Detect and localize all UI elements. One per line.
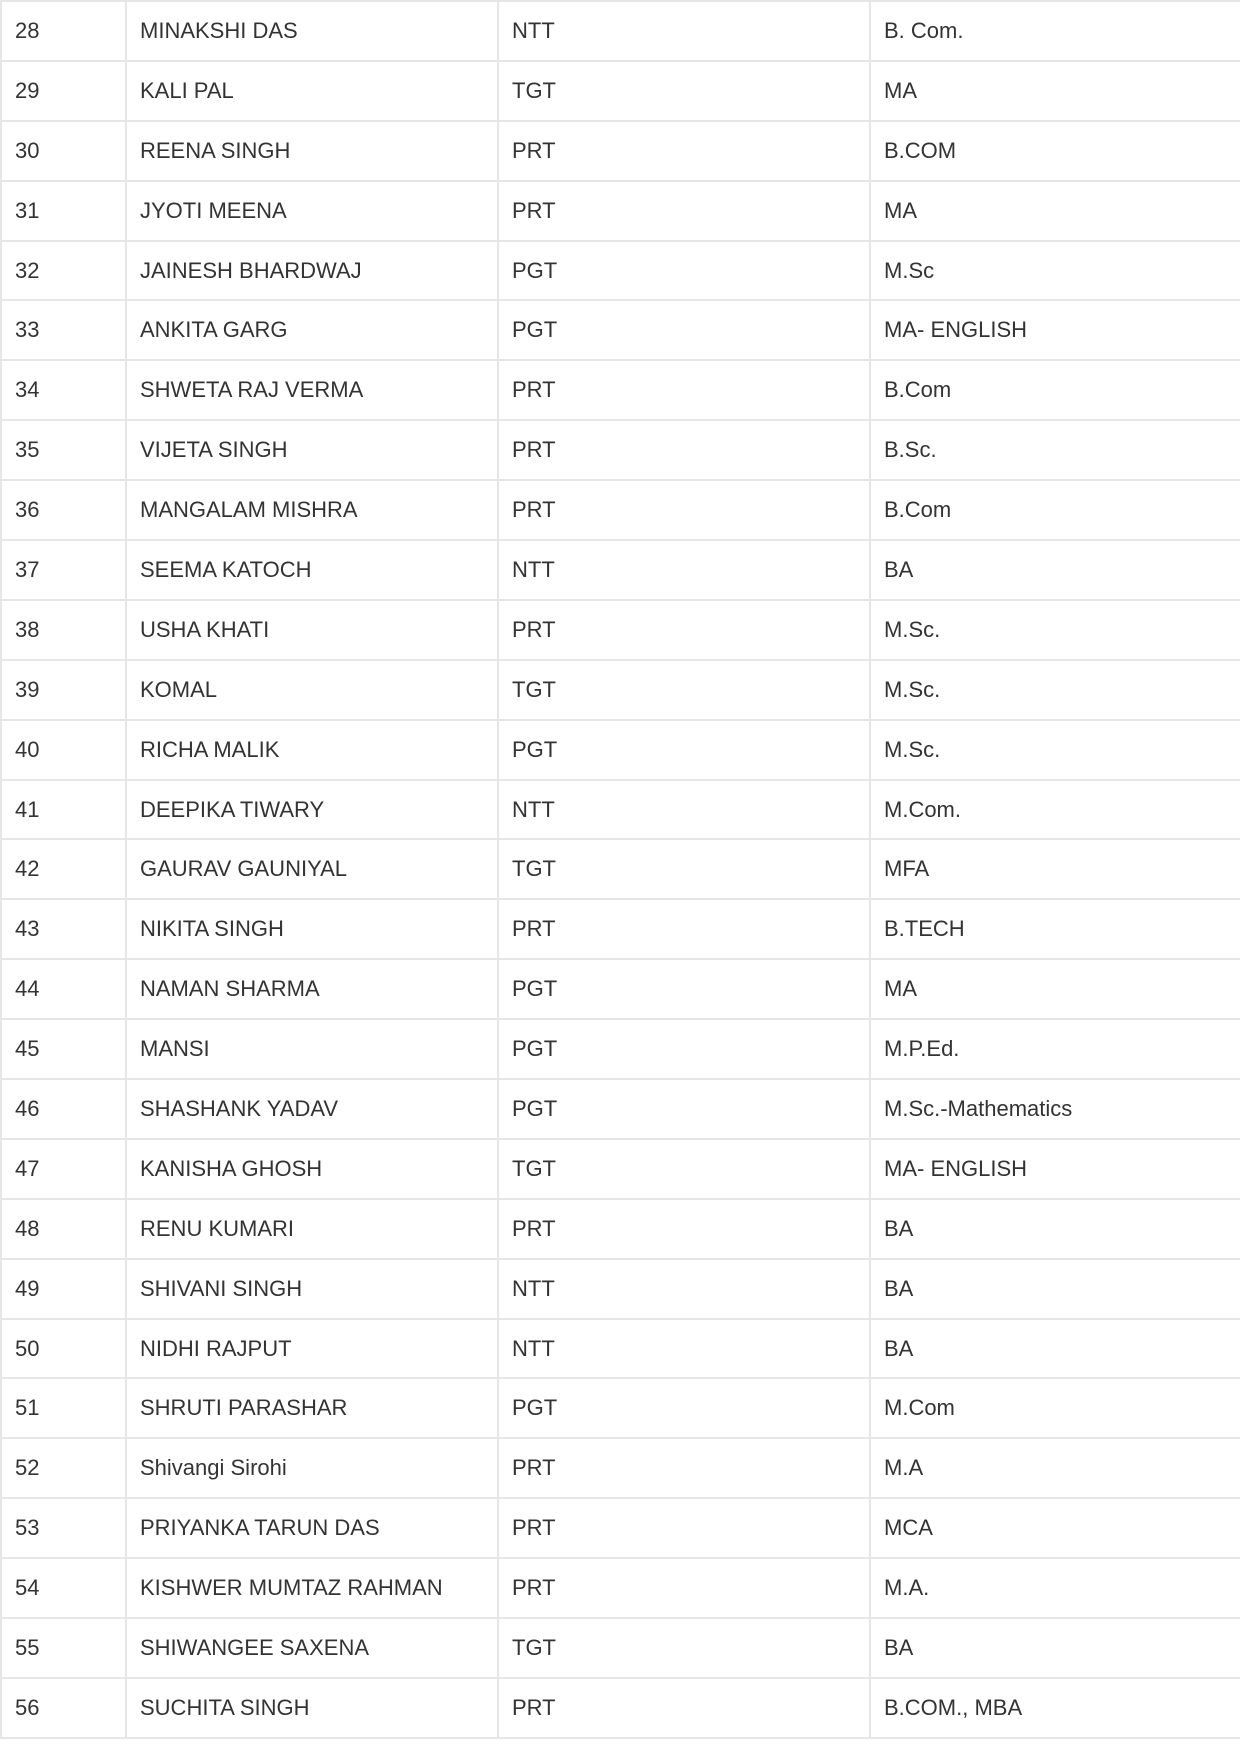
serial-number-cell: 37 [1, 540, 126, 600]
table-row [1, 540, 1240, 600]
qualification-cell: B.COM., MBA [870, 1678, 1240, 1738]
table-row [1, 181, 1240, 241]
staff-name-cell: SHIWANGEE SAXENA [126, 1618, 498, 1678]
staff-name-cell: JYOTI MEENA [126, 181, 498, 241]
qualification-cell: BA [870, 1618, 1240, 1678]
staff-name-cell: RICHA MALIK [126, 720, 498, 780]
designation-cell: PRT [498, 899, 870, 959]
table-row [1, 1319, 1240, 1379]
table-row [1, 1678, 1240, 1738]
table-row [1, 1438, 1240, 1498]
staff-name-cell: VIJETA SINGH [126, 420, 498, 480]
designation-cell: TGT [498, 660, 870, 720]
qualification-cell: B.COM [870, 121, 1240, 181]
serial-number-cell: 49 [1, 1259, 126, 1319]
qualification-cell: B. Com. [870, 1, 1240, 61]
staff-name-cell: SEEMA KATOCH [126, 540, 498, 600]
serial-number-cell: 28 [1, 1, 126, 61]
qualification-cell: M.Sc. [870, 600, 1240, 660]
qualification-cell: MA [870, 61, 1240, 121]
designation-cell: PGT [498, 1019, 870, 1079]
serial-number-cell: 41 [1, 780, 126, 840]
designation-cell: PRT [498, 480, 870, 540]
table-row [1, 1498, 1240, 1558]
table-row [1, 1, 1240, 61]
designation-cell: NTT [498, 1, 870, 61]
qualification-cell: MFA [870, 839, 1240, 899]
table-row [1, 1259, 1240, 1319]
designation-cell: PGT [498, 1378, 870, 1438]
table-row [1, 959, 1240, 1019]
qualification-cell: M.A [870, 1438, 1240, 1498]
table-row [1, 360, 1240, 420]
serial-number-cell: 44 [1, 959, 126, 1019]
serial-number-cell: 34 [1, 360, 126, 420]
serial-number-cell: 42 [1, 839, 126, 899]
table-row [1, 1139, 1240, 1199]
designation-cell: PRT [498, 1558, 870, 1618]
designation-cell: PRT [498, 1438, 870, 1498]
table-row [1, 420, 1240, 480]
designation-cell: PRT [498, 1199, 870, 1259]
designation-cell: PRT [498, 1498, 870, 1558]
table-row [1, 1618, 1240, 1678]
staff-name-cell: MANGALAM MISHRA [126, 480, 498, 540]
serial-number-cell: 56 [1, 1678, 126, 1738]
serial-number-cell: 45 [1, 1019, 126, 1079]
designation-cell: PRT [498, 600, 870, 660]
serial-number-cell: 50 [1, 1319, 126, 1379]
staff-name-cell: MINAKSHI DAS [126, 1, 498, 61]
serial-number-cell: 39 [1, 660, 126, 720]
serial-number-cell: 36 [1, 480, 126, 540]
staff-name-cell: RENU KUMARI [126, 1199, 498, 1259]
designation-cell: PRT [498, 1678, 870, 1738]
designation-cell: PGT [498, 300, 870, 360]
staff-name-cell: ANKITA GARG [126, 300, 498, 360]
staff-name-cell: SHRUTI PARASHAR [126, 1378, 498, 1438]
staff-name-cell: REENA SINGH [126, 121, 498, 181]
serial-number-cell: 51 [1, 1378, 126, 1438]
staff-name-cell: SHWETA RAJ VERMA [126, 360, 498, 420]
designation-cell: PGT [498, 241, 870, 301]
staff-name-cell: NIKITA SINGH [126, 899, 498, 959]
table-row [1, 241, 1240, 301]
staff-name-cell: NAMAN SHARMA [126, 959, 498, 1019]
qualification-cell: M.Com [870, 1378, 1240, 1438]
staff-name-cell: DEEPIKA TIWARY [126, 780, 498, 840]
serial-number-cell: 52 [1, 1438, 126, 1498]
qualification-cell: MA- ENGLISH [870, 300, 1240, 360]
serial-number-cell: 35 [1, 420, 126, 480]
serial-number-cell: 54 [1, 1558, 126, 1618]
serial-number-cell: 32 [1, 241, 126, 301]
table-row [1, 600, 1240, 660]
designation-cell: NTT [498, 1319, 870, 1379]
staff-table-body [1, 1, 1240, 1738]
staff-name-cell: SHASHANK YADAV [126, 1079, 498, 1139]
table-row [1, 121, 1240, 181]
qualification-cell: BA [870, 1199, 1240, 1259]
table-row [1, 1558, 1240, 1618]
designation-cell: TGT [498, 1139, 870, 1199]
designation-cell: PGT [498, 720, 870, 780]
serial-number-cell: 29 [1, 61, 126, 121]
qualification-cell: M.Sc. [870, 660, 1240, 720]
serial-number-cell: 31 [1, 181, 126, 241]
qualification-cell: MA- ENGLISH [870, 1139, 1240, 1199]
serial-number-cell: 48 [1, 1199, 126, 1259]
table-row [1, 660, 1240, 720]
designation-cell: PRT [498, 360, 870, 420]
designation-cell: PGT [498, 1079, 870, 1139]
designation-cell: TGT [498, 61, 870, 121]
qualification-cell: M.Com. [870, 780, 1240, 840]
serial-number-cell: 38 [1, 600, 126, 660]
designation-cell: NTT [498, 780, 870, 840]
staff-name-cell: SUCHITA SINGH [126, 1678, 498, 1738]
designation-cell: NTT [498, 1259, 870, 1319]
staff-name-cell: Shivangi Sirohi [126, 1438, 498, 1498]
table-row [1, 300, 1240, 360]
staff-name-cell: PRIYANKA TARUN DAS [126, 1498, 498, 1558]
designation-cell: PGT [498, 959, 870, 1019]
table-row [1, 899, 1240, 959]
table-row [1, 839, 1240, 899]
serial-number-cell: 40 [1, 720, 126, 780]
designation-cell: TGT [498, 1618, 870, 1678]
qualification-cell: B.Sc. [870, 420, 1240, 480]
staff-name-cell: KALI PAL [126, 61, 498, 121]
serial-number-cell: 47 [1, 1139, 126, 1199]
table-row [1, 61, 1240, 121]
designation-cell: PRT [498, 420, 870, 480]
staff-name-cell: MANSI [126, 1019, 498, 1079]
staff-name-cell: USHA KHATI [126, 600, 498, 660]
serial-number-cell: 33 [1, 300, 126, 360]
qualification-cell: M.P.Ed. [870, 1019, 1240, 1079]
qualification-cell: BA [870, 1259, 1240, 1319]
qualification-cell: M.Sc.-Mathematics [870, 1079, 1240, 1139]
designation-cell: PRT [498, 181, 870, 241]
qualification-cell: BA [870, 540, 1240, 600]
table-row [1, 1019, 1240, 1079]
serial-number-cell: 46 [1, 1079, 126, 1139]
qualification-cell: B.Com [870, 480, 1240, 540]
qualification-cell: BA [870, 1319, 1240, 1379]
table-row [1, 1199, 1240, 1259]
qualification-cell: MA [870, 959, 1240, 1019]
serial-number-cell: 53 [1, 1498, 126, 1558]
serial-number-cell: 55 [1, 1618, 126, 1678]
qualification-cell: M.Sc. [870, 720, 1240, 780]
staff-name-cell: JAINESH BHARDWAJ [126, 241, 498, 301]
table-row [1, 1378, 1240, 1438]
qualification-cell: M.Sc [870, 241, 1240, 301]
table-row [1, 480, 1240, 540]
staff-name-cell: KANISHA GHOSH [126, 1139, 498, 1199]
serial-number-cell: 43 [1, 899, 126, 959]
qualification-cell: B.Com [870, 360, 1240, 420]
qualification-cell: MCA [870, 1498, 1240, 1558]
table-row [1, 780, 1240, 840]
qualification-cell: M.A. [870, 1558, 1240, 1618]
staff-name-cell: NIDHI RAJPUT [126, 1319, 498, 1379]
designation-cell: NTT [498, 540, 870, 600]
serial-number-cell: 30 [1, 121, 126, 181]
qualification-cell: B.TECH [870, 899, 1240, 959]
staff-name-cell: KOMAL [126, 660, 498, 720]
staff-name-cell: GAURAV GAUNIYAL [126, 839, 498, 899]
table-row [1, 720, 1240, 780]
qualification-cell: MA [870, 181, 1240, 241]
designation-cell: PRT [498, 121, 870, 181]
table-row [1, 1079, 1240, 1139]
staff-name-cell: KISHWER MUMTAZ RAHMAN [126, 1558, 498, 1618]
designation-cell: TGT [498, 839, 870, 899]
staff-name-cell: SHIVANI SINGH [126, 1259, 498, 1319]
